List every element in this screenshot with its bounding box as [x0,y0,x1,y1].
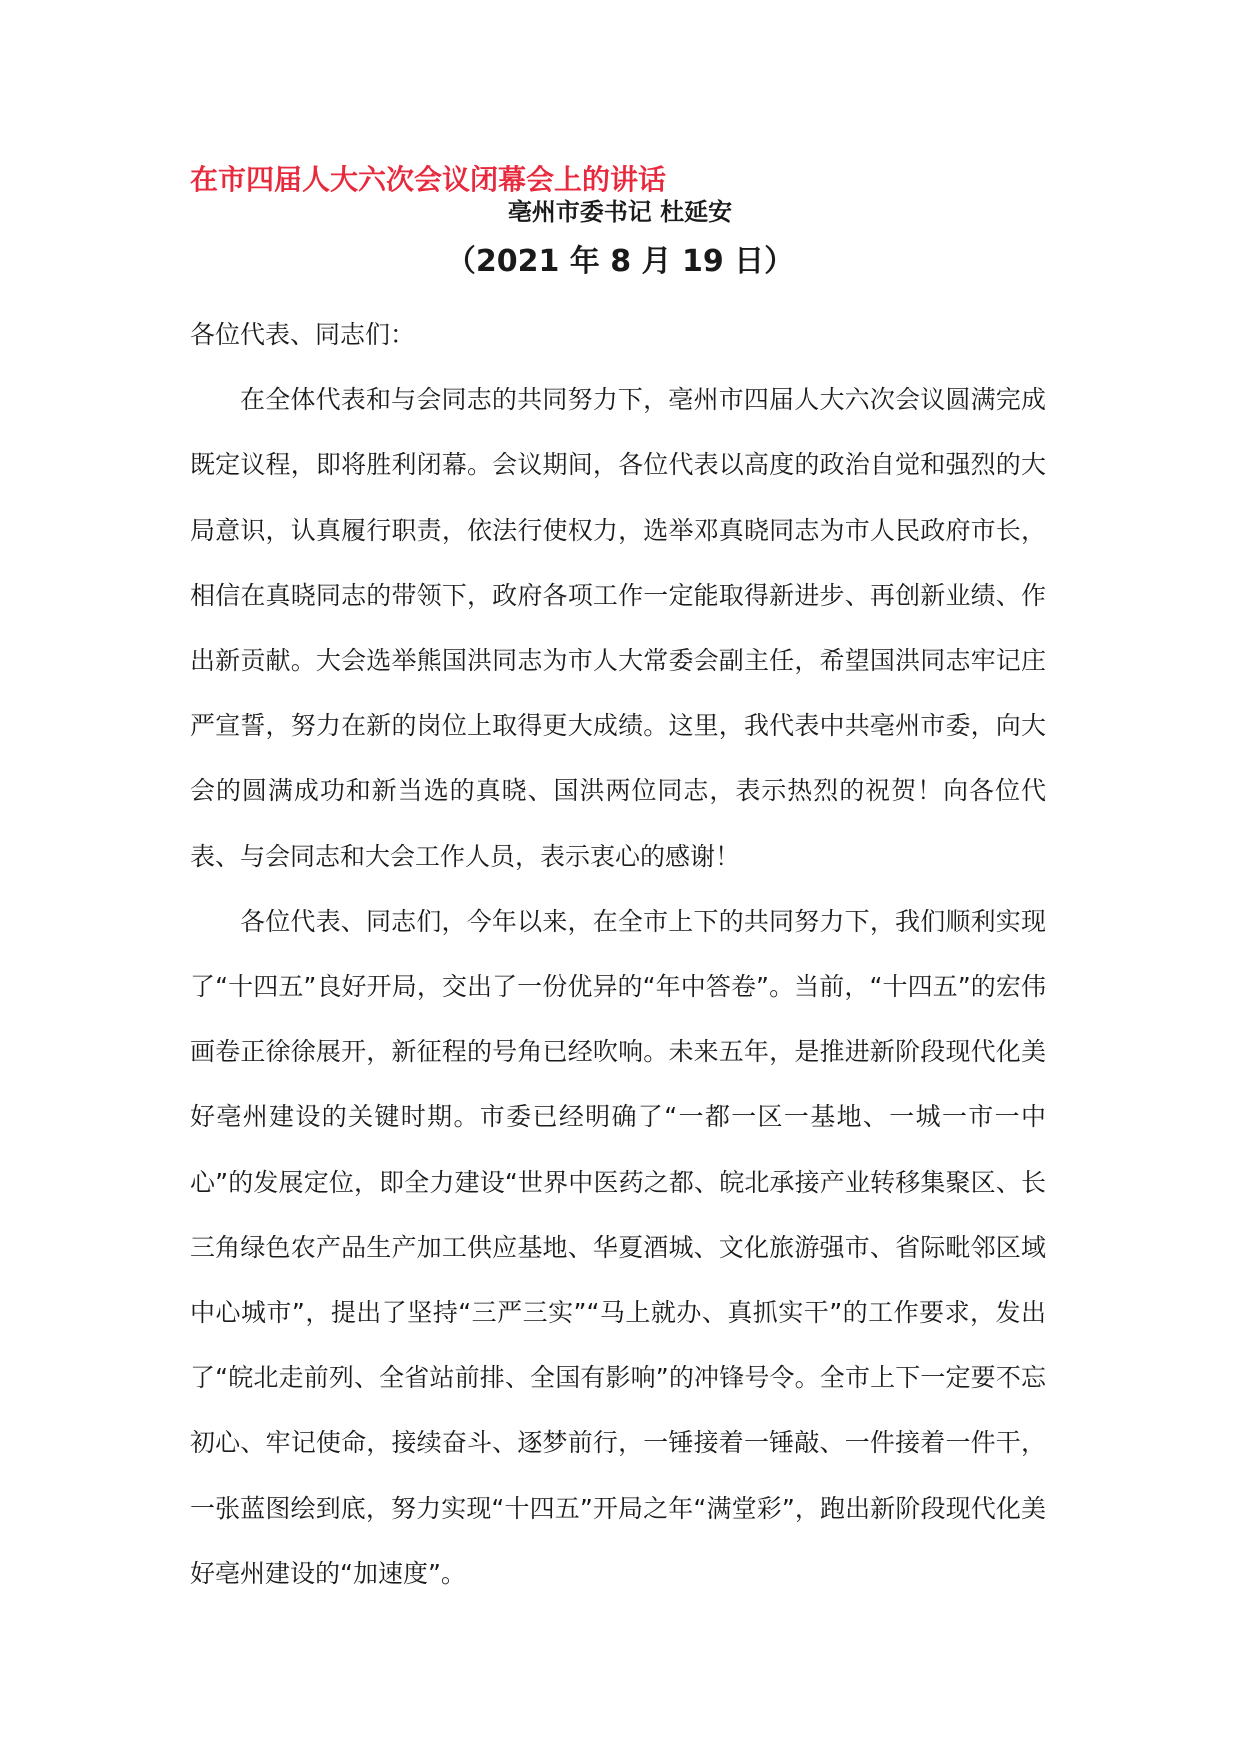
paragraph-2: 各位代表、同志们，今年以来，在全市上下的共同努力下，我们顺利实现了“十四五”良好开局，交出了一份优异的“年中答卷”。当前，“十四五”的宏伟画卷正徐徐展开，新征程的号角已经吹响。未来五年，是推进新阶段现代化美好亳州建设的关键时期。市委已经明确了“一都一区一基地、一城一市一中心”的发展定位，即全力建设“世界中医药之都、皖北承接产业转移集聚区、长三角绿色农产品生产加工供应基地、华夏酒城、文化旅游强市、省际毗邻区域中心城市”，提出了坚持“三严三实”“马上就办、真抓实干”的工作要求，发出了“皖北走前列、全省站前排、全国有影响”的冲锋号令。全市上下一定要不忘初心、牢记使命，接续奋斗、逐梦前行，一锤接着一锤敲、一件接着一件干，一张蓝图绘到底，努力实现“十四五”开局之年“满堂彩”，跑出新阶段现代化美好亳州建设的“加速度”。 [190,906,1046,1588]
speech-date: （2021 年 8 月 19 日） [445,244,795,279]
paragraph-1: 在全体代表和与会同志的共同努力下，亳州市四届人大六次会议圆满完成既定议程，即将胜利闭幕。会议期间，各位代表以高度的政治自觉和强烈的大局意识，认真履行职责，依法行使权力，选举邓真晓同志为市人民政府市长，相信在真晓同志的带领下，政府各项工作一定能取得新进步、再创新业绩、作出新贡献。大会选举熊国洪同志为市人大常委会副主任，希望国洪同志牢记庄严宣誓，努力在新的岗位上取得更大成绩。这里，我代表中共亳州市委，向大会的圆满成功和新当选的真晓、国洪两位同志，表示热烈的祝贺！向各位代表、与会同志和大会工作人员，表示衷心的感谢！ [190,385,1046,871]
salutation: 各位代表、同志们： [190,320,416,349]
speech-body [190,302,1046,1606]
speech-title: 在市四届人大六次会议闭幕会上的讲话 [190,163,667,196]
speaker-byline: 亳州市委书记 杜延安 [507,198,733,226]
